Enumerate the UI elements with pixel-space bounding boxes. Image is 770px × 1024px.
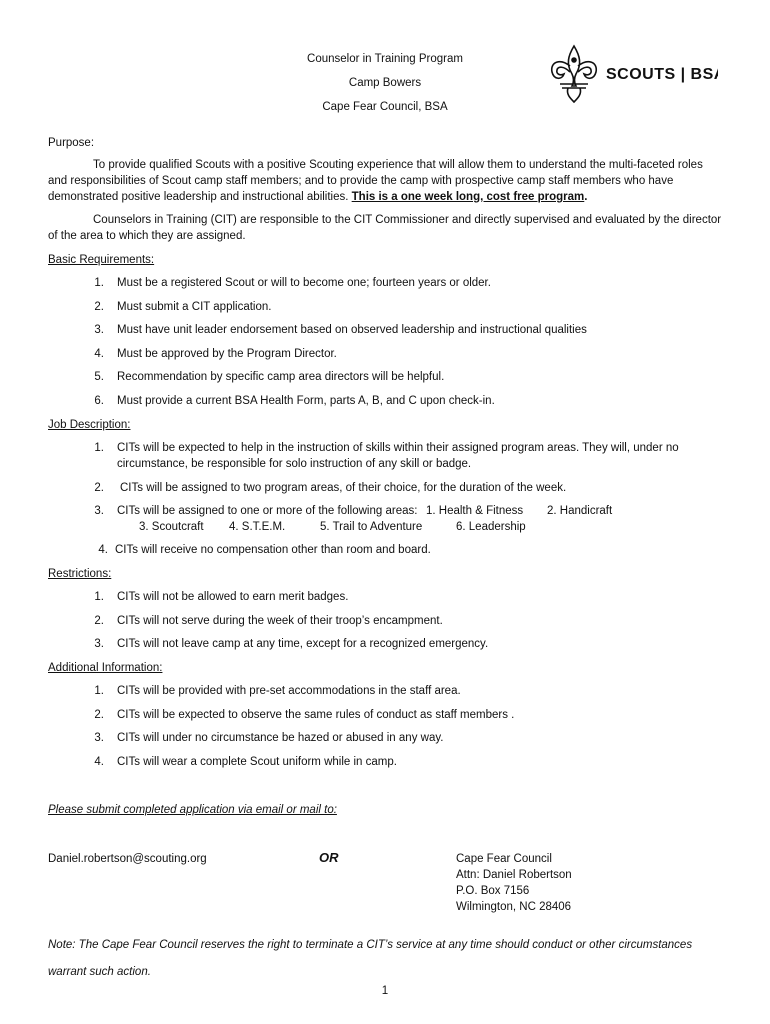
requirement-item: Must submit a CIT application.: [117, 300, 272, 313]
purpose-p2-line1: Counselors in Training (CIT) are responsible to the CIT Commissioner and directly supervised and evaluated by the director: [93, 214, 722, 226]
job-description-heading: Job Description:: [48, 419, 131, 431]
purpose-p1-text: demonstrated positive leadership and instructional abilities.: [48, 191, 352, 203]
requirement-item: Must be approved by the Program Director.: [117, 347, 337, 360]
purpose-p1-line3: [48, 189, 720, 205]
additional-info-item: CITs will be expected to observe the same rules of conduct as staff members .: [117, 708, 515, 721]
program-title: Counselor in Training Program: [307, 53, 463, 65]
purpose-p2-line2: of the area to which they are assigned.: [48, 230, 246, 242]
job-item-1-line1: CITs will be expected to help in the instruction of skills within their assigned program areas. They will, under no: [117, 442, 679, 454]
restriction-item: CITs will not serve during the week of their troop’s encampment.: [117, 614, 443, 627]
cost-free-statement: This is a one week long, cost free program: [351, 191, 585, 203]
period: .: [584, 191, 588, 203]
purpose-heading: Purpose:: [48, 137, 95, 149]
or-separator: OR: [319, 850, 339, 865]
requirement-item: Must provide a current BSA Health Form, parts A, B, and C upon check-in.: [117, 395, 495, 407]
job-item-number: 4.: [98, 544, 108, 556]
area-option: 5. Trail to Adventure: [320, 521, 423, 533]
additional-info-number: 4.: [94, 755, 104, 768]
additional-info-item: CITs will be provided with pre-set accommodations in the staff area.: [117, 685, 461, 697]
additional-info-heading: Additional Information:: [48, 662, 163, 674]
job-item-2: CITs will be assigned to two program areas, of their choice, for the duration of the week.: [120, 482, 567, 494]
job-item-number: 1.: [94, 442, 104, 454]
additional-info-number: 1.: [94, 685, 104, 697]
requirement-item: Recommendation by specific camp area directors will be helpful.: [117, 371, 445, 384]
restriction-item: CITs will not be allowed to earn merit badges.: [117, 591, 349, 603]
requirement-number: 2.: [94, 300, 104, 313]
restriction-number: 3.: [94, 638, 104, 651]
address-line: P.O. Box 7156: [456, 885, 530, 897]
area-option: 2. Handicraft: [547, 505, 613, 517]
requirement-number: 3.: [94, 324, 104, 337]
council-name: Cape Fear Council, BSA: [322, 101, 448, 113]
page-number: 1: [381, 985, 389, 997]
purpose-p1-line1: To provide qualified Scouts with a positive Scouting experience that will allow them to understand the multi-faceted roles: [93, 159, 703, 171]
area-option: 3. Scoutcraft: [139, 521, 204, 533]
address-line: Wilmington, NC 28406: [456, 901, 572, 913]
submit-instruction: Please submit completed application via email or mail to:: [48, 804, 337, 816]
job-item-3: CITs will be assigned to one or more of the following areas:: [117, 505, 418, 517]
contact-email[interactable]: Daniel.robertson@scouting.org: [48, 853, 207, 865]
additional-info-item: CITs will under no circumstance be hazed or abused in any way.: [117, 732, 444, 745]
area-option: 6. Leadership: [456, 521, 526, 533]
requirement-number: 6.: [94, 395, 104, 407]
restrictions-heading: Restrictions:: [48, 568, 112, 580]
additional-info-item: CITs will wear a complete Scout uniform while in camp.: [117, 755, 397, 768]
job-item-4: CITs will receive no compensation other than room and board.: [115, 544, 431, 556]
note-line1: Note: The Cape Fear Council reserves the right to terminate a CIT’s service at any time should conduct or other circumstances: [48, 939, 693, 951]
additional-info-number: 3.: [94, 732, 104, 745]
basic-requirements-heading: Basic Requirements:: [48, 254, 155, 266]
job-item-number: 2.: [94, 482, 104, 494]
scouts-bsa-logo: [546, 44, 718, 104]
area-option: 1. Health & Fitness: [426, 505, 524, 517]
additional-info-number: 2.: [94, 708, 104, 721]
job-item-1-line2: circumstance, be responsible for solo instruction of any skill or badge.: [117, 458, 472, 470]
address-line: Cape Fear Council: [456, 853, 552, 865]
requirement-number: 1.: [94, 277, 104, 289]
address-line: Attn: Daniel Robertson: [456, 869, 572, 881]
restriction-number: 2.: [94, 614, 104, 627]
requirement-item: Must have unit leader endorsement based on observed leadership and instructional qualities: [117, 324, 587, 337]
restriction-number: 1.: [94, 591, 104, 603]
purpose-p1-line2: and responsibilities of Scout camp staff members; and to provide the camp with prospective camp staff members who have: [48, 175, 674, 187]
requirement-item: Must be a registered Scout or will to become one; fourteen years or older.: [117, 277, 491, 289]
restriction-item: CITs will not leave camp at any time, except for a recognized emergency.: [117, 638, 489, 651]
requirement-number: 5.: [94, 371, 104, 384]
camp-name: Camp Bowers: [348, 77, 422, 89]
fleur-de-lis-icon: [546, 44, 718, 104]
logo-text: SCOUTS | BSA: [606, 66, 718, 83]
area-option: 4. S.T.E.M.: [229, 521, 286, 533]
requirement-number: 4.: [94, 347, 104, 360]
job-item-number: 3.: [94, 505, 104, 517]
note-line2: warrant such action.: [48, 966, 151, 978]
